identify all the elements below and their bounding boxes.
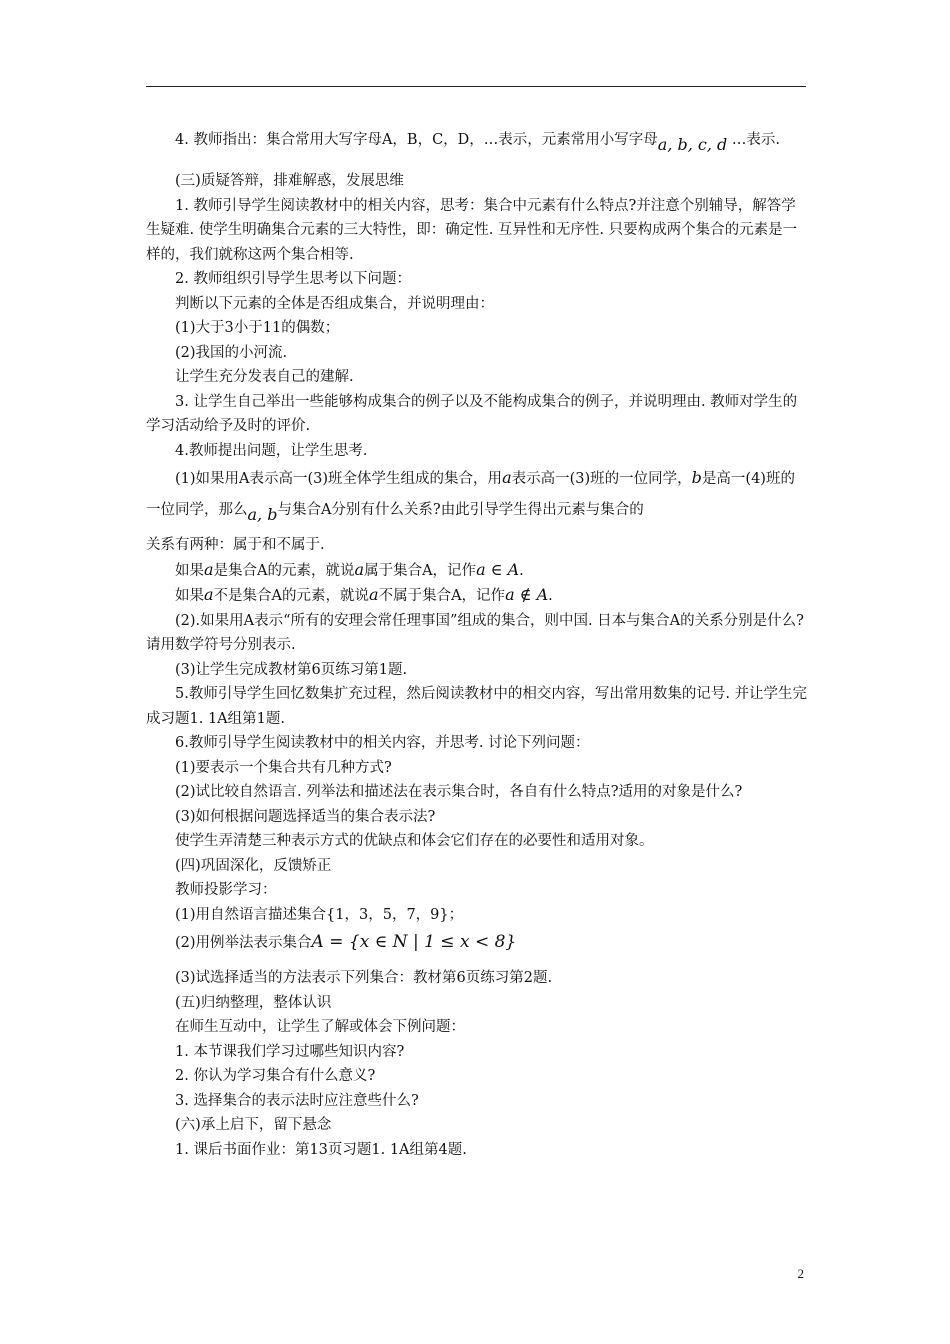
paragraph: (1)用自然语言描述集合{1，3，5，7，9}； [175, 906, 464, 923]
paragraph: 判断以下元素的全体是否组成集合，并说明理由： [175, 295, 494, 312]
paragraph: 1. 教师引导学生阅读教材中的相关内容，思考：集合中元素有什么特点?并注意个别辅导，解答学生疑难. 使学生明确集合元素的三大特性，即：确定性. 互异性和无序性. 只要构成两个集合的元素是一样的，我们就称这两个集合相等. [146, 197, 798, 263]
paragraph: 3. 选择集合的表示法时应注意些什么? [175, 1092, 419, 1109]
paragraph: 2. 教师组织引导学生思考以下问题： [175, 271, 411, 287]
page-number: 2 [797, 1266, 804, 1281]
paragraph: (3)让学生完成教材第6页练习第1题. [175, 661, 408, 678]
section-heading-5: (五)归纳整理，整体认识 [175, 994, 332, 1011]
paragraph: 1. 课后书面作业：第13页习题1. 1A组第4题. [175, 1141, 467, 1158]
paragraph: (2)试比较自然语言. 列举法和描述法在表示集合时，各自有什么特点?适用的对象是什么? [175, 784, 743, 800]
paragraph: (2)我国的小河流. [175, 344, 288, 361]
paragraph-teacher-notation: 4. 教师指出：集合常用大写字母A，B，C，D，…表示，元素常用小写字母a, b, c, d …表示. [175, 132, 781, 154]
paragraph: (1)要表示一个集合共有几种方式? [175, 759, 392, 776]
math-set-expression: A = {x ∈ N | 1 ≤ x < 8} [311, 932, 517, 952]
paragraph-not-belongs: 如果a不是集合A的元素，就说a不属于集合A，记作a ∉ A. [175, 585, 553, 604]
paragraph: 使学生弄清楚三种表示方式的优缺点和体会它们存在的必要性和适用对象。 [175, 833, 654, 849]
section-heading-4: (四)巩固深化，反馈矫正 [175, 857, 332, 874]
paragraph: 关系有两种：属于和不属于. [146, 537, 325, 553]
paragraph-question-1: (1)如果用A表示高一(3)班全体学生组成的集合，用a表示高一(3)班的一位同学，b是高一(4)班的一位同学，那么a, b与集合A分别有什么关系?由此引导学生得出元素与集合的 [146, 468, 795, 524]
header-rule [146, 86, 806, 87]
math-lowercase-letters: a, b, c, d [657, 135, 728, 154]
paragraph: 教师投影学习： [175, 882, 277, 898]
paragraph: 4.教师提出问题，让学生思考. [175, 442, 368, 459]
paragraph-belongs: 如果a是集合A的元素，就说a属于集合A，记作a ∈ A. [175, 559, 524, 579]
paragraph: (2).如果用A表示“所有的安理会常任理事国”组成的集合，则中国. 日本与集合A的关系分别是什么?请用数学符号分别表示. [146, 612, 804, 653]
paragraph: 让学生充分发表自己的建解. [175, 369, 354, 385]
paragraph: 2. 你认为学习集合有什么意义? [175, 1068, 376, 1084]
math-not-belongs-expr: a ∉ A [505, 585, 549, 604]
math-belongs-expr: a ∈ A [476, 559, 520, 579]
section-heading-3: (三)质疑答辩，排难解惑，发展思维 [175, 173, 404, 189]
document-body [146, 124, 808, 1162]
paragraph: 3. 让学生自己举出一些能够构成集合的例子以及不能构成集合的例子，并说明理由. 教师对学生的学习活动给予及时的评价. [146, 393, 798, 434]
paragraph: 5.教师引导学生回忆数集扩充过程，然后阅读教材中的相交内容，写出常用数集的记号. 并让学生完成习题1. 1A组第1题. [146, 686, 808, 727]
section-heading-6: (六)承上启下，留下悬念 [175, 1117, 332, 1133]
paragraph: (3)如何根据问题选择适当的集合表示法? [175, 808, 436, 825]
paragraph: 在师生互动中，让学生了解或体会下例问题： [175, 1019, 465, 1035]
paragraph-set-expr: (2)用例举法表示集合A = {x ∈ N | 1 ≤ x < 8} [175, 932, 517, 952]
paragraph: 6.教师引导学生阅读教材中的相关内容，并思考. 讨论下列问题： [175, 735, 590, 751]
paragraph: 1. 本节课我们学习过哪些知识内容? [175, 1043, 405, 1060]
paragraph: (1)大于3小于11的偶数； [175, 320, 340, 336]
paragraph: (3)试选择适当的方法表示下列集合：教材第6页练习第2题. [175, 970, 553, 986]
